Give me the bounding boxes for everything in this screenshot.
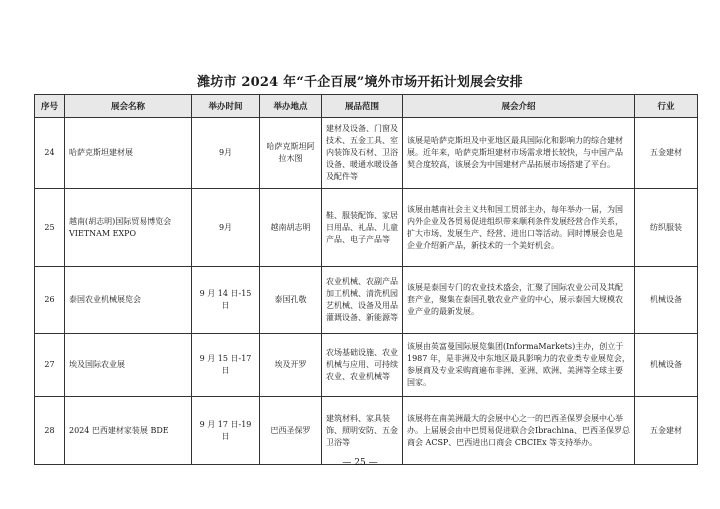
header-intro: 展会介绍 [403,95,635,118]
header-place: 举办地点 [260,95,322,118]
row-industry: 机械设备 [635,267,698,334]
row-scope: 建材及设备、门窗及技术、五金工具、室内装饰及石材、卫浴设备、暖通水暖设备及配件等 [322,118,403,189]
row-no: 26 [35,267,65,334]
row-time: 9 月 15 日-17 日 [192,334,260,397]
header-scope: 展品范围 [322,95,403,118]
row-place: 巴西圣保罗 [260,397,322,465]
header-time: 举办时间 [192,95,260,118]
row-no: 28 [35,397,65,465]
row-place: 哈萨克斯坦阿拉木图 [260,118,322,189]
row-name: 泰国农业机械展览会 [65,267,192,334]
table-row [35,334,698,397]
exhibition-table [34,94,698,465]
row-scope: 建筑材料、家具装饰、照明安防、五金卫浴等 [322,397,403,465]
row-time: 9 月 17 日-19 日 [192,397,260,465]
row-scope: 鞋、服装配饰、家居日用品、礼品、儿童产品、电子产品等 [322,189,403,267]
row-no: 25 [35,189,65,267]
row-industry: 纺织服装 [635,189,698,267]
row-intro: 该展将在南美洲最大的会展中心之一的巴西圣保罗会展中心举办。上届展会由中巴贸易促进联合会Ibrachina、巴西圣保罗总商会 ACSP、巴西进出口商会 CBCIEx 等支持举办。 [403,397,635,465]
row-name: 2024 巴西建材家装展 BDE [65,397,192,465]
table-row [35,118,698,189]
table-header-row [35,95,698,118]
row-scope: 农场基础设施、农业机械与应用、可持续农业、农业机械等 [322,334,403,397]
row-industry: 机械设备 [635,334,698,397]
page-title: 潍坊市 2024 年“千企百展”境外市场开拓计划展会安排 [197,75,523,90]
row-intro: 该展由越南社会主义共和国工贸部主办，每年举办一届，为国内外企业及各贸易促进组织带来顺利条件发展经营合作关系，扩大市场、发展生产、经营、进出口等活动。同时博展会也是企业介绍新产品，新技术的一个美好机会。 [403,189,635,267]
row-time: 9 月 14 日-15 日 [192,267,260,334]
header-no: 序号 [35,95,65,118]
row-intro: 该展由英富曼国际展览集团(InformaMarkets)主办，创立于 1987 年，是非洲及中东地区最具影响力的农业类专业展览会，参展商及专业采购商遍布非洲、亚洲、欧洲、美洲等全球主要国家。 [403,334,635,397]
row-industry: 五金建材 [635,118,698,189]
row-no: 24 [35,118,65,189]
row-name: 越南(胡志明)国际贸易博览会 VIETNAM EXPO [65,189,192,267]
row-industry: 五金建材 [635,397,698,465]
row-no: 27 [35,334,65,397]
row-intro: 该展是哈萨克斯坦及中亚地区最具国际化和影响力的综合建材展。近年来，哈萨克斯坦建材市场需求增长较快，与中国产品契合度较高，该展会为中国建材产品拓展市场搭建了平台。 [403,118,635,189]
header-industry: 行业 [635,95,698,118]
table-row [35,397,698,465]
row-place: 越南胡志明 [260,189,322,267]
row-time: 9月 [192,118,260,189]
row-scope: 农业机械、农副产品加工机械、清洗机园艺机械、设备及用品灌溉设备、新能源等 [322,267,403,334]
row-time: 9月 [192,189,260,267]
row-place: 埃及开罗 [260,334,322,397]
table-row [35,267,698,334]
table-row [35,189,698,267]
page-number: — 25 — [342,458,378,468]
header-name: 展会名称 [65,95,192,118]
row-name: 埃及国际农业展 [65,334,192,397]
row-name: 哈萨克斯坦建材展 [65,118,192,189]
row-place: 泰国孔敬 [260,267,322,334]
row-intro: 该展是泰国专门的农业技术盛会，汇聚了国际农业公司及其配套产业，聚集在泰国孔敬农业产业的中心，展示泰国大规模农业产业的最新发展。 [403,267,635,334]
